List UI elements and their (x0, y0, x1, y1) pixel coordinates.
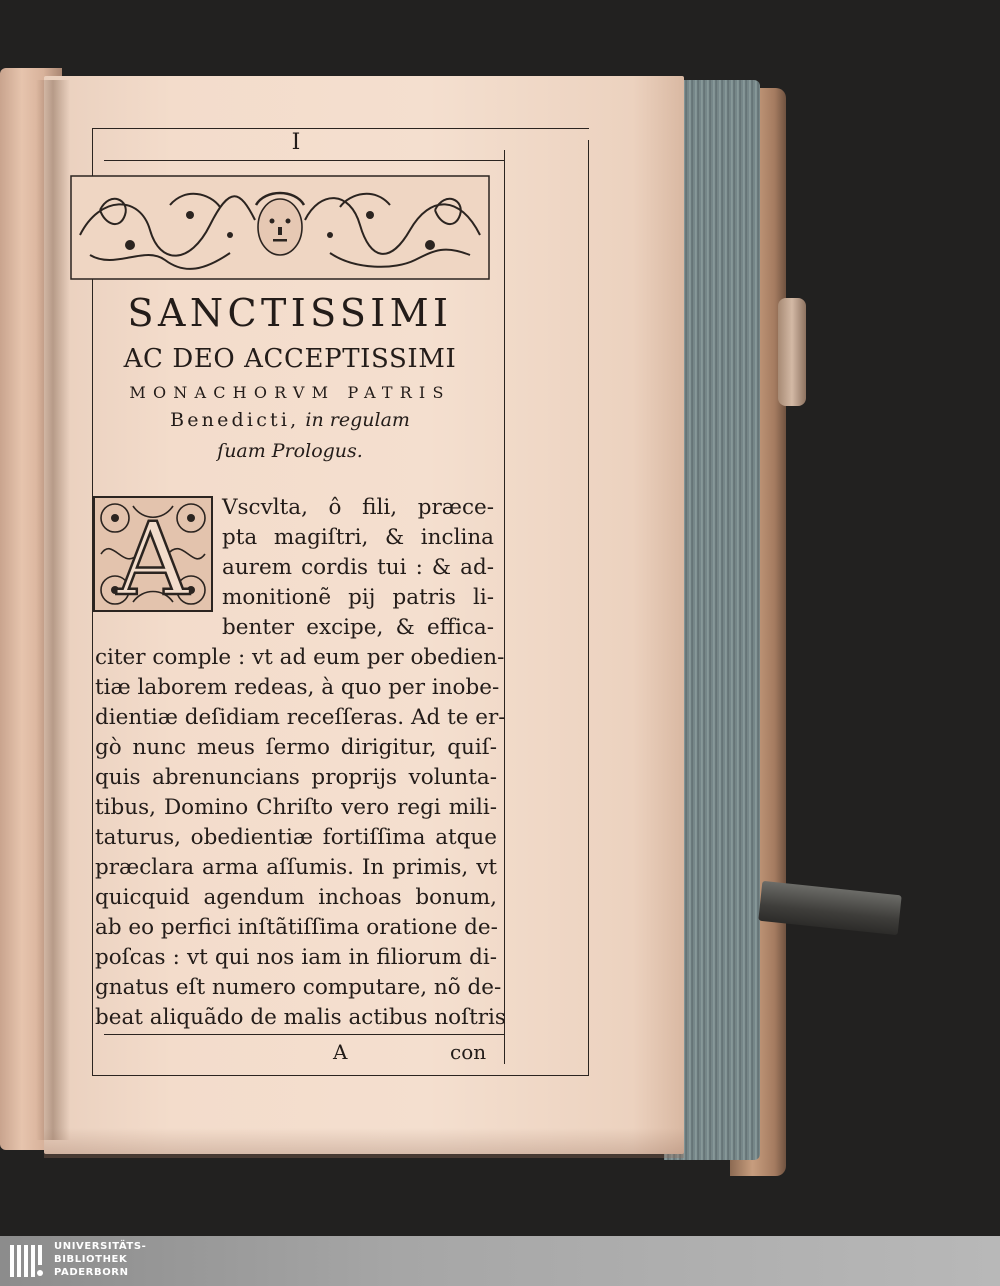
signature-mark: A (333, 1040, 348, 1064)
footer-rule (104, 1034, 504, 1035)
text-line: monitionẽ pij patris li- (222, 585, 494, 610)
library-name-line-1: UNIVERSITÄTS- (54, 1241, 147, 1252)
library-banner (0, 1236, 1000, 1286)
title-line-4 (80, 406, 500, 434)
title-line-2: AC DEO ACCEPTISSIMI (123, 344, 457, 374)
header-rule (104, 160, 504, 161)
text-line: pta magiſtri, & inclina (222, 525, 494, 550)
text-line: præclara arma aſſumis. In primis, vt (95, 855, 497, 880)
text-line: tiæ laborem redeas, à quo per inobe- (95, 675, 500, 700)
library-logo-text (54, 1240, 194, 1279)
title-line-5: ſuam Prologus. (217, 440, 363, 462)
library-logo-icon (8, 1241, 48, 1281)
text-line: quis abrenuncians proprijs volunta- (95, 765, 497, 790)
text-line: beat aliquãdo de malis actibus noſtris (95, 1005, 506, 1030)
text-line: taturus, obedientiæ fortiſſima atque (95, 825, 497, 850)
library-name-line-2: BIBLIOTHEK (54, 1254, 128, 1265)
page-bottom-shade (44, 1128, 684, 1158)
text-line: aurem cordis tui : & ad- (222, 555, 494, 580)
clasp-knob (778, 298, 806, 406)
initial-letter: A (116, 501, 190, 612)
print-frame-inner-right (504, 150, 505, 1064)
catchword: con (450, 1040, 487, 1064)
text-line: dientiæ deſidiam receſſeras. Ad te er- (95, 705, 506, 730)
title-line-4-caps: Benedicti, (170, 409, 300, 431)
gutter-shadow (36, 80, 70, 1140)
print-frame-right (588, 140, 589, 1076)
text-line: gnatus eſt numero computare, nõ de- (95, 975, 502, 1000)
text-line: benter excipe, & effica- (222, 615, 494, 640)
library-name-line-3: PADERBORN (54, 1267, 129, 1278)
text-line: poſcas : vt qui nos iam in filiorum di- (95, 945, 497, 970)
text-line: tibus, Domino Chriſto vero regi mili- (95, 795, 497, 820)
text-line: gò nunc meus ſermo dirigitur, quiſ- (95, 735, 497, 760)
text-line: quicquid agendum inchoas bonum, (95, 885, 497, 910)
title-line-1: SANCTISSIMI (127, 291, 453, 335)
ornamental-headpiece-icon (70, 175, 490, 280)
text-line: ab eo perfici inſtãtiſſima oratione de- (95, 915, 498, 940)
title-line-3: MONACHORVM PATRIS (129, 383, 451, 402)
decorated-initial (93, 496, 213, 612)
text-line: Vscvlta, ô fili, præce- (222, 495, 494, 520)
title-line-4-italic: in regulam (299, 409, 410, 431)
text-line: citer comple : vt ad eum per obedien- (95, 645, 505, 670)
page-number: I (291, 130, 301, 155)
